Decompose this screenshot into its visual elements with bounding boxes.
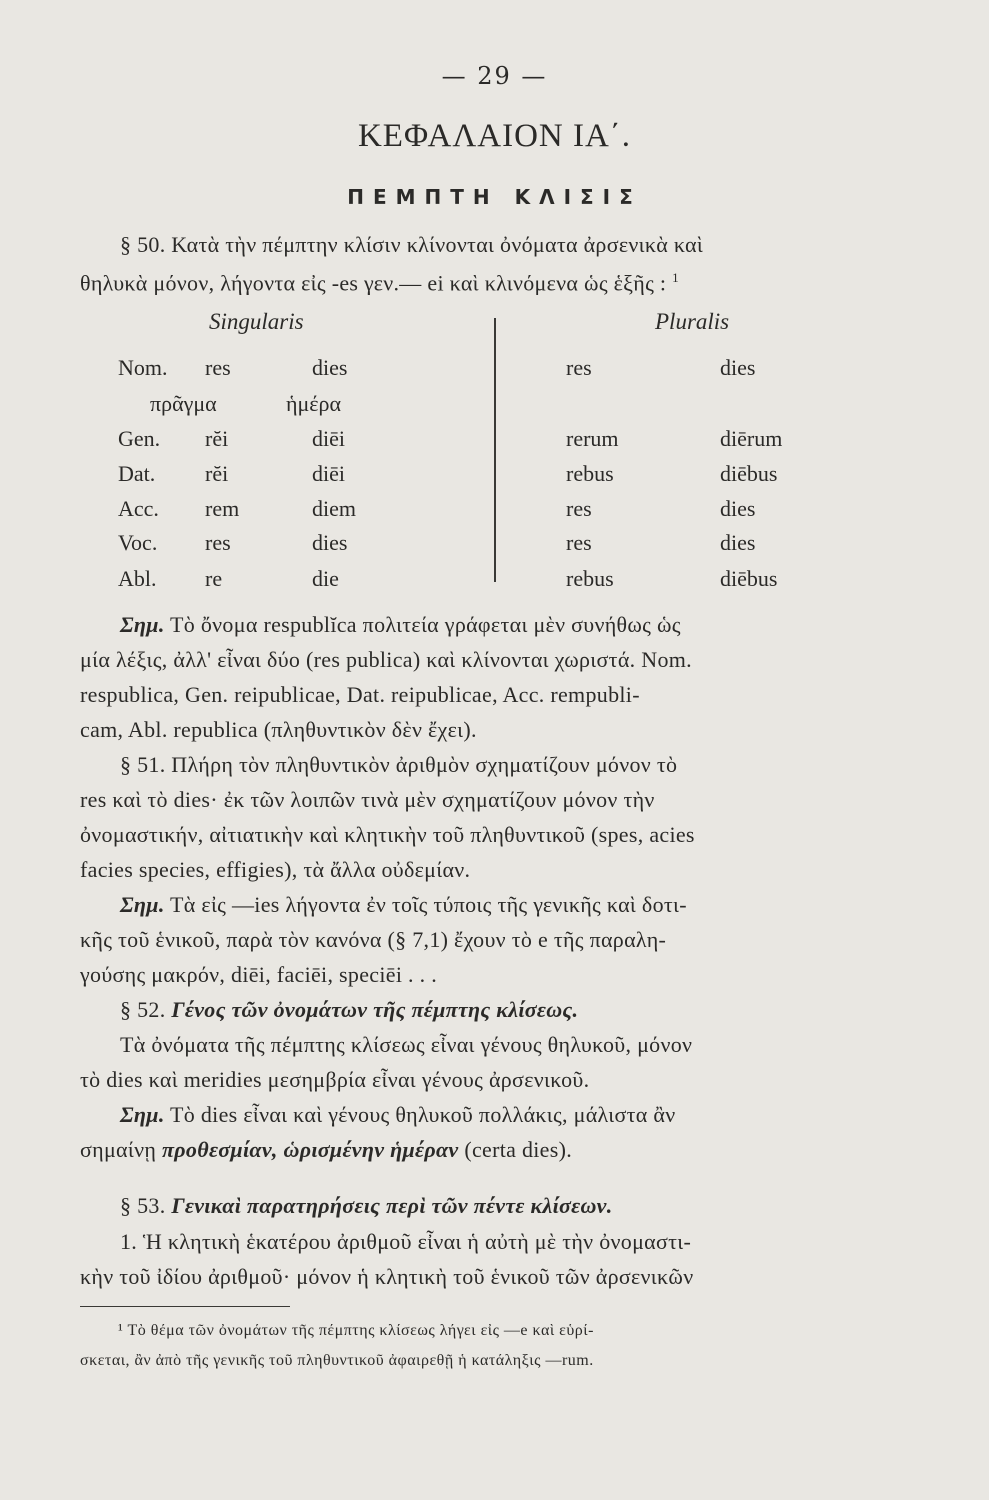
para51-line4: facies species, effigies), τὰ ἄλλα οὐδεμίαν. [80,857,471,882]
footnote-line2: σκεται, ἂν ἀπὸ τῆς γενικῆς τοῦ πληθυντικοῦ ἀφαιρεθῇ ἡ κατάληξις —rum. [80,1352,594,1369]
plural-form: dies [720,355,756,380]
para50-line1: § 50. Κατὰ τὴν πέμπτην κλίσιν κλίνονται ὀνόματα ἀρσενικὰ καὶ [120,232,704,257]
note2-line3: γούσης μακρόν, diēi, faciēi, speciēi . . . [80,962,438,987]
para53-line1: 1. Ἡ κλητικὴ ἑκατέρου ἀριθμοῦ εἶναι ἡ αὐτὴ μὲ τὴν ὀνομαστι- [120,1229,692,1254]
footnote-mark: 1 [672,270,679,285]
section-title: ΠΕΜΠΤΗ ΚΛΙΣΙΣ [347,185,642,209]
note3-line2: σημαίνῃ προθεσμίαν, ὡρισμένην ἡμέραν (certa dies). [80,1137,573,1162]
singular-form: dies [312,530,348,555]
case-label: Gen. [118,426,161,451]
plural-form: diēbus [720,566,778,591]
plural-form: res [566,355,592,380]
plural-form: dies [720,530,756,555]
note1-line2: μία λέξις, ἀλλ' εἶναι δύο (res publica) καὶ κλίνονται χωριστά. Nom. [80,647,692,672]
para52-heading: § 52. Γένος τῶν ὀνομάτων τῆς πέμπτης κλίσεως. [120,997,579,1022]
para51-line2: res καὶ τὸ dies· ἐκ τῶν λοιπῶν τινὰ μὲν σχηματίζουν μόνον τὴν [80,787,655,812]
para52-line2: τὸ dies καὶ meridies μεσημβρία εἶναι γένους ἀρσενικοῦ. [80,1067,590,1092]
singular-translation: πρᾶγμα [150,391,217,416]
singular-form: diem [312,496,356,521]
note1-line1: Σημ. Τὸ ὄνομα respublĭca πολιτεία γράφεται μὲν συνήθως ὡς [120,612,681,637]
note2-line1: Σημ. Τὰ εἰς —ies λήγοντα ἐν τοῖς τύποις τῆς γενικῆς καὶ δοτι- [120,892,687,917]
singular-form: rĕi [205,461,229,486]
plural-form: rerum [566,426,619,451]
para51-line3: ὀνομαστικήν, αἰτιατικὴν καὶ κλητικὴν τοῦ πληθυντικοῦ (spes, acies [80,822,695,847]
singular-form: diēi [312,461,345,486]
singular-form: rem [205,496,240,521]
para53-line2: κὴν τοῦ ἰδίου ἀριθμοῦ· μόνον ἡ κλητικὴ τοῦ ἑνικοῦ τῶν ἀρσενικῶν [80,1264,694,1289]
case-label: Abl. [118,566,157,591]
para50-line2: θηλυκὰ μόνον, λήγοντα εἰς -es γεν.— ei καὶ κλινόμενα ὡς ἑξῆς : $^1$ [80,270,679,296]
singular-form: res [205,530,231,555]
singular-form: res [205,355,231,380]
plural-form: diērum [720,426,783,451]
note1-line4: cam, Abl. republica (πληθυντικὸν δὲν ἔχει). [80,717,477,742]
singular-form: diēi [312,426,345,451]
para52-line1: Τὰ ὀνόματα τῆς πέμπτης κλίσεως εἶναι γένους θηλυκοῦ, μόνον [120,1032,693,1057]
table-divider [494,318,496,582]
plural-heading: Pluralis [655,309,730,334]
footnote-line1: ¹ Τὸ θέμα τῶν ὀνομάτων τῆς πέμπτης κλίσεως λήγει εἰς —e καὶ εὑρί- [118,1322,594,1339]
singular-form: rĕi [205,426,229,451]
note2-line2: κῆς τοῦ ἑνικοῦ, παρὰ τὸν κανόνα (§ 7,1) ἔχουν τὸ e τῆς παραλη- [80,927,667,952]
plural-form: res [566,496,592,521]
case-label: Acc. [118,496,159,521]
singular-heading: Singularis [209,309,304,334]
footnote-rule [80,1306,290,1307]
para51-line1: § 51. Πλήρη τὸν πληθυντικὸν ἀριθμὸν σχηματίζουν μόνον τὸ [120,752,678,777]
plural-form: rebus [566,461,614,486]
chapter-title: ΚΕΦΑΛΑΙΟΝ ΙΑ΄. [357,118,632,154]
singular-form: die [312,566,339,591]
note3-line1: Σημ. Τὸ dies εἶναι καὶ γένους θηλυκοῦ πολλάκις, μάλιστα ἂν [120,1102,676,1127]
singular-form: dies [312,355,348,380]
page-number: — 29 — [441,62,548,90]
plural-form: rebus [566,566,614,591]
case-label: Nom. [118,355,168,380]
plural-form: dies [720,496,756,521]
plural-form: res [566,530,592,555]
singular-form: re [205,566,223,591]
plural-form: diēbus [720,461,778,486]
singular-translation: ἡμέρα [286,391,342,416]
note1-line3: respublica, Gen. reipublicae, Dat. reipublicae, Acc. rempubli- [80,682,640,707]
para53-heading: § 53. Γενικαὶ παρατηρήσεις περὶ τῶν πέντε κλίσεων. [120,1193,613,1218]
case-label: Dat. [118,461,156,486]
case-label: Voc. [118,530,158,555]
